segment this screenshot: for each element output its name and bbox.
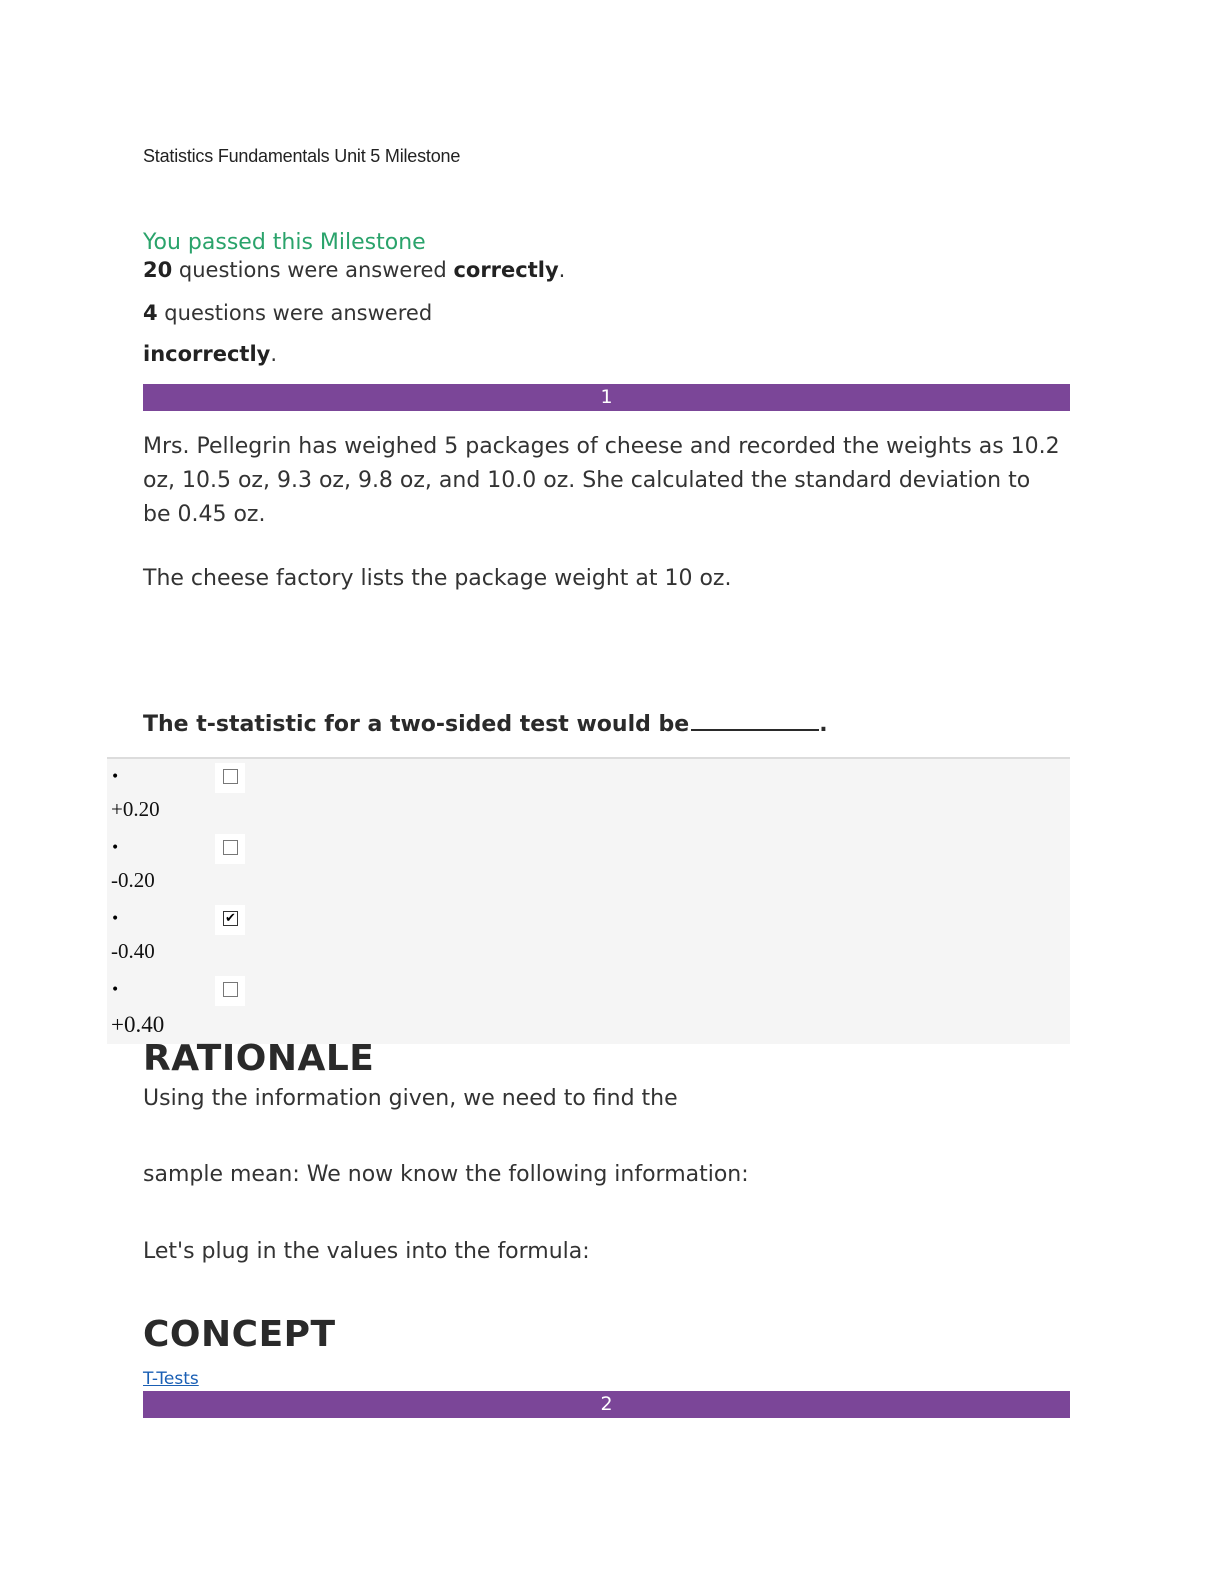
correct-count: 20 <box>143 258 173 282</box>
question-prompt <box>143 711 828 737</box>
bullet-icon: • <box>111 982 120 998</box>
answer-blank <box>691 711 819 731</box>
answer-options-panel <box>107 757 1070 1044</box>
pass-message: You passed this Milestone <box>143 230 426 255</box>
question-paragraph-1: Mrs. Pellegrin has weighed 5 packages of cheese and recorded the weights as 10.2 oz, 10.5 oz, 9.3 oz, 9.8 oz, and 10.0 oz. She calculated the standard deviation to be 0.45 oz. <box>143 434 1060 527</box>
answer-value: -0.20 <box>111 868 155 892</box>
rationale-line-1: Using the information given, we need to find the <box>143 1086 678 1111</box>
prompt-text: The t-statistic for a two-sided test would be <box>143 712 690 737</box>
question-paragraph-2: The cheese factory lists the package weight at 10 oz. <box>143 566 732 591</box>
answer-checkbox[interactable] <box>223 840 238 855</box>
correct-end: . <box>558 258 566 282</box>
checkbox-container <box>215 834 245 864</box>
answer-value: -0.40 <box>111 939 155 963</box>
prompt-end: . <box>819 712 828 737</box>
answer-checkbox[interactable] <box>223 982 238 997</box>
concept-link[interactable]: T-Tests <box>143 1369 199 1389</box>
answer-value: +0.20 <box>111 797 160 821</box>
bullet-icon: • <box>111 840 120 856</box>
bullet-icon: • <box>111 911 120 927</box>
rationale-line-2: sample mean: We now know the following information: <box>143 1162 749 1187</box>
question-number-bar: 1 <box>143 384 1070 411</box>
checkbox-container <box>215 905 245 935</box>
incorrect-count-line <box>143 301 432 325</box>
incorrect-text: questions were answered <box>157 301 433 325</box>
incorrect-word: incorrectly <box>143 342 271 366</box>
checkbox-container <box>215 976 245 1006</box>
correct-word: correctly <box>453 258 559 282</box>
answer-option[interactable] <box>107 972 1070 1043</box>
answer-option[interactable] <box>107 901 1070 972</box>
answer-checkbox[interactable] <box>223 769 238 784</box>
document-title: Statistics Fundamentals Unit 5 Milestone <box>143 146 461 166</box>
bullet-icon: • <box>111 769 120 785</box>
concept-heading: CONCEPT <box>143 1314 336 1355</box>
correct-count-line <box>143 258 565 282</box>
answer-checkbox-checked[interactable]: ✔ <box>223 911 238 926</box>
answer-option[interactable] <box>107 830 1070 901</box>
answer-option[interactable] <box>107 759 1070 830</box>
incorrect-word-line <box>143 342 277 366</box>
correct-text: questions were answered <box>172 258 454 282</box>
incorrect-end: . <box>270 342 278 366</box>
checkbox-container <box>215 763 245 793</box>
next-question-number-bar: 2 <box>143 1391 1070 1418</box>
rationale-heading: RATIONALE <box>143 1038 375 1079</box>
rationale-line-3: Let's plug in the values into the formula: <box>143 1239 590 1264</box>
incorrect-count: 4 <box>143 301 158 325</box>
answer-value: +0.40 <box>111 1012 165 1037</box>
